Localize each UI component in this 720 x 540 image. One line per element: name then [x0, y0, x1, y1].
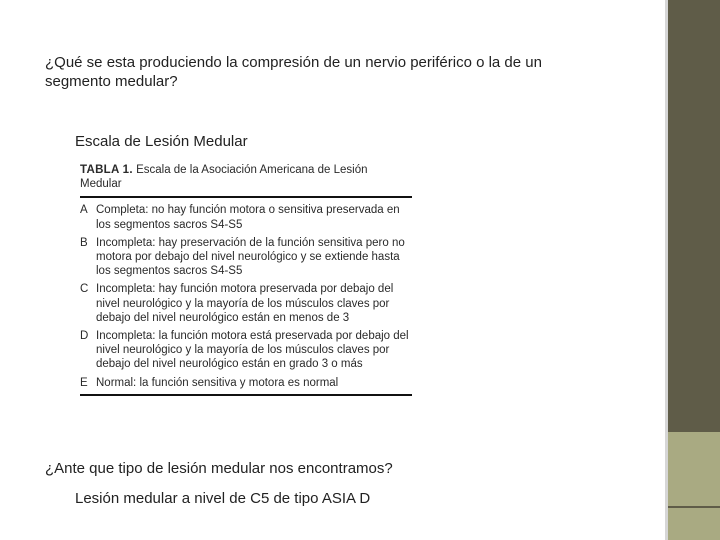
table-top-rule [80, 196, 412, 198]
row-letter: D [80, 330, 89, 343]
question-1: ¿Qué se esta produciendo la compresión de un nervio periférico o la de un segmento medular? [45, 54, 542, 90]
table-row [80, 376, 412, 390]
row-letter: C [80, 283, 89, 296]
side-bar-dark [668, 0, 720, 432]
question-2: ¿Ante que tipo de lesión medular nos encontramos? [45, 460, 393, 477]
side-bar-divider [668, 506, 720, 508]
table-row [80, 236, 412, 279]
table-bottom-rule [80, 394, 412, 396]
table-row [80, 203, 412, 231]
subtitle: Escala de Lesión Medular [75, 133, 248, 150]
row-text: Incompleta: la función motora está preservada por debajo del nivel neurológico y la mayoría de los músculos claves por debajo del nivel neurológico están en grado 3 o más [96, 330, 409, 371]
row-letter: B [80, 236, 88, 249]
row-text: Incompleta: hay función motora preservada por debajo del nivel neurológico y la mayoría de los músculos claves por debajo del nivel neurológico están en menos de 3 [96, 283, 394, 324]
asia-table [80, 163, 412, 396]
table-row [80, 329, 412, 372]
row-text: Completa: no hay función motora o sensitiva preservada en los segmentos sacros S4-S5 [96, 204, 400, 231]
side-bar-light [668, 432, 720, 540]
row-letter: A [80, 204, 88, 217]
table-title-text: Escala de la Asociación Americana de Lesión Medular [80, 164, 368, 191]
row-text: Normal: la función sensitiva y motora es normal [96, 376, 339, 389]
answer: Lesión medular a nivel de C5 de tipo ASIA D [75, 490, 371, 507]
table-title-bold: TABLA 1. [80, 164, 133, 176]
table-row [80, 282, 412, 325]
row-text: Incompleta: hay preservación de la función sensitiva pero no motora por debajo del nivel neurológico y se extiende hasta los segmentos sacros S4-S5 [96, 236, 405, 278]
table-title [80, 163, 412, 196]
row-letter: E [80, 376, 88, 389]
